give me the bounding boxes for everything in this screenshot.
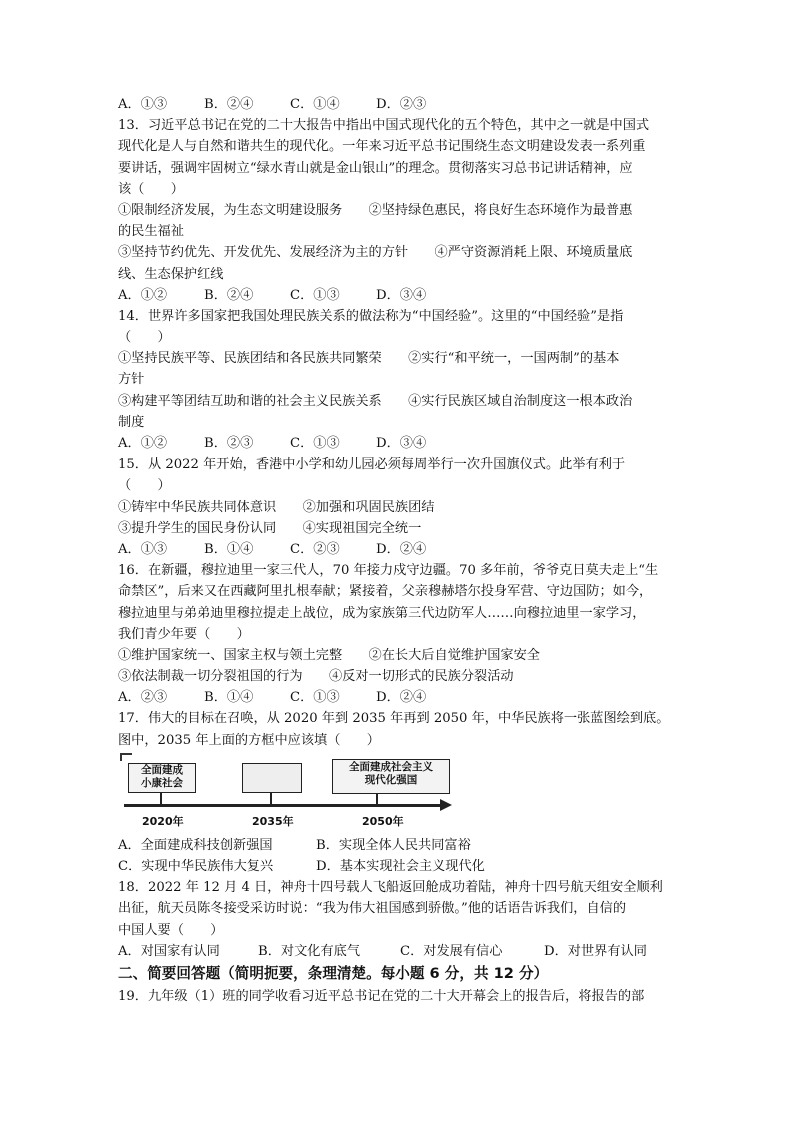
q15-option-b: B．①④: [204, 541, 254, 557]
question-19: [118, 986, 678, 1007]
q12-option-a: A．①③: [118, 97, 168, 112]
q18-line: 中国人要（ ）: [118, 922, 224, 938]
q15-line: ①铸牢中华民族共同体意识 ②加强和巩固民族团结: [118, 499, 435, 515]
q12-options: [118, 94, 678, 115]
q13-option-d: D．③④: [376, 287, 427, 303]
exam-page: [118, 94, 678, 1007]
timeline-year-2035: 2035年: [252, 814, 294, 828]
q18-option-b: B．对文化有底气: [258, 943, 361, 959]
q13-line: ①限制经济发展，为生态文明建设服务 ②坚持绿色惠民，将良好生态环境作为最普惠: [118, 202, 633, 218]
question-17: [118, 708, 678, 877]
q15-option-c: C．②③: [290, 541, 340, 557]
timeline-box-2050: 全面建成社会主义 现代化强国: [332, 759, 450, 794]
q17-options-row2: [118, 856, 678, 877]
q13-option-c: C．①③: [290, 287, 340, 303]
q16-line: 命禁区”，后来又在西藏阿里扎根奉献；紧接着，父亲穆赫塔尔投身军营、守边国防；如今，: [118, 584, 653, 600]
timeline-box-2020: 全面建成 小康社会: [128, 763, 196, 793]
q17-option-d: D．基本实现社会主义现代化: [316, 859, 485, 874]
q16-line: ①维护国家统一、国家主权与领土完整 ②在长大后自觉维护国家安全: [118, 647, 540, 663]
q13-line: 现代化是人与自然和谐共生的现代化。一年来习近平总书记围绕生态文明建设发表一系列重: [118, 139, 646, 155]
q18-option-c: C．对发展有信心: [400, 943, 503, 959]
q13-line: 13．习近平总书记在党的二十大报告中指出中国式现代化的五个特色，其中之一就是中国式: [118, 118, 650, 134]
section-2-heading: 二、简要回答题（简明扼要，条理清楚。每小题 6 分，共 12 分）: [118, 964, 549, 982]
q14-line: ①坚持民族平等、民族团结和各民族共同繁荣 ②实行“和平统一，一国两制”的基本: [118, 351, 620, 367]
q13-line: 的民生福祉: [118, 224, 184, 240]
q13-line: 要讲话，强调牢固树立“绿水青山就是金山银山”的理念。贯彻落实习总书记讲话精神，应: [118, 160, 633, 176]
q15-line: （ ）: [118, 478, 171, 494]
q15-line: ③提升学生的国民身份认同 ④实现祖国完全统一: [118, 520, 422, 536]
question-16: [118, 560, 678, 708]
q14-line: （ ）: [118, 330, 171, 346]
q15-line: 15．从 2022 年开始，香港中小学和幼儿园必须每周举行一次升国旗仪式。此举有利于: [118, 457, 626, 473]
timeline-box-2035-blank: [242, 763, 302, 793]
q16-option-d: D．②④: [376, 690, 427, 706]
q16-option-b: B．①④: [204, 690, 254, 706]
q16-line: 我们青少年要（ ）: [118, 626, 250, 642]
q16-line: ③依法制裁一切分裂祖国的行为 ④反对一切形式的民族分裂活动: [118, 669, 514, 685]
q17-options-row1: [118, 835, 678, 856]
question-18: [118, 877, 678, 962]
q17-line: 17．伟大的目标在召唤，从 2020 年到 2035 年再到 2050 年，中华民族将一张蓝图绘到底。: [118, 711, 670, 727]
timeline-axis: [124, 804, 442, 807]
timeline-year-2020: 2020年: [142, 814, 184, 828]
q18-options: [118, 941, 678, 962]
q17-timeline-figure: [118, 753, 458, 831]
q13-line: 该（ ）: [118, 181, 184, 197]
q14-option-d: D．③④: [376, 436, 427, 451]
q15-option-a: A．①③: [118, 541, 168, 557]
q13-options: [118, 285, 678, 306]
q15-option-d: D．②④: [376, 541, 427, 557]
q16-options: [118, 687, 678, 708]
q17-line: 图中，2035 年上面的方框中应该填（ ）: [118, 732, 380, 748]
q17-option-b: B．实现全体人民共同富裕: [316, 837, 471, 853]
timeline-stem-2020: [160, 793, 162, 804]
timeline-corner-mark: [120, 753, 132, 761]
q13-line: 线、生态保护红线: [118, 266, 224, 282]
q16-line: 16．在新疆，穆拉迪里一家三代人，70 年接力戍守边疆。70 多年前，爷爷克日莫夫走上“生: [118, 563, 659, 579]
timeline-stem-2035: [270, 793, 272, 804]
q19-line: 19．九年级（1）班的同学收看习近平总书记在党的二十大开幕会上的报告后，将报告的部: [118, 988, 645, 1004]
q14-option-a: A．①②: [118, 436, 168, 451]
q18-option-d: D．对世界有认同: [544, 943, 647, 959]
q16-option-a: A．②③: [118, 690, 168, 706]
timeline-stem-2050: [376, 793, 378, 804]
q14-line: 方针: [118, 372, 145, 388]
q18-line: 18．2022 年 12 月 4 日，神舟十四号载人飞船返回舱成功着陆，神舟十四号航天组安全顺利: [118, 880, 663, 896]
q13-line: ③坚持节约优先、开发优先、发展经济为主的方针 ④严守资源消耗上限、环境质量底: [118, 245, 633, 261]
q16-option-c: C．①③: [290, 690, 340, 706]
q14-line: 制度: [118, 414, 145, 430]
q14-line: ③构建平等团结互助和谐的社会主义民族关系 ④实行民族区域自治制度这一根本政治: [118, 393, 633, 409]
q14-options: [118, 433, 678, 454]
q15-options: [118, 539, 678, 560]
q16-line: 穆拉迪里与弟弟迪里穆拉提走上战位，成为家族第三代边防军人……向穆拉迪里一家学习，: [118, 605, 646, 621]
q14-option-c: C．①③: [290, 436, 340, 451]
timeline-arrow-icon: [440, 799, 452, 811]
question-13: [118, 115, 678, 306]
q12-option-b: B．②④: [204, 97, 254, 112]
q13-option-b: B．②④: [204, 287, 254, 303]
q18-option-a: A．对国家有认同: [118, 943, 220, 959]
q17-option-a: A．全面建成科技创新强国: [118, 837, 273, 853]
q12-option-d: D．②③: [376, 97, 427, 112]
question-14: [118, 306, 678, 454]
q13-option-a: A．①②: [118, 287, 168, 303]
q14-option-b: B．②③: [204, 436, 254, 451]
question-15: [118, 454, 678, 560]
q12-option-c: C．①④: [290, 97, 340, 112]
timeline-year-2050: 2050年: [362, 814, 404, 828]
q17-option-c: C．实现中华民族伟大复兴: [118, 859, 274, 874]
q18-line: 出征，航天员陈冬接受采访时说：“我为伟大祖国感到骄傲。”他的话语告诉我们，自信的: [118, 901, 627, 917]
q14-line: 14．世界许多国家把我国处理民族关系的做法称为“中国经验”。这里的“中国经验”是指: [118, 308, 624, 324]
